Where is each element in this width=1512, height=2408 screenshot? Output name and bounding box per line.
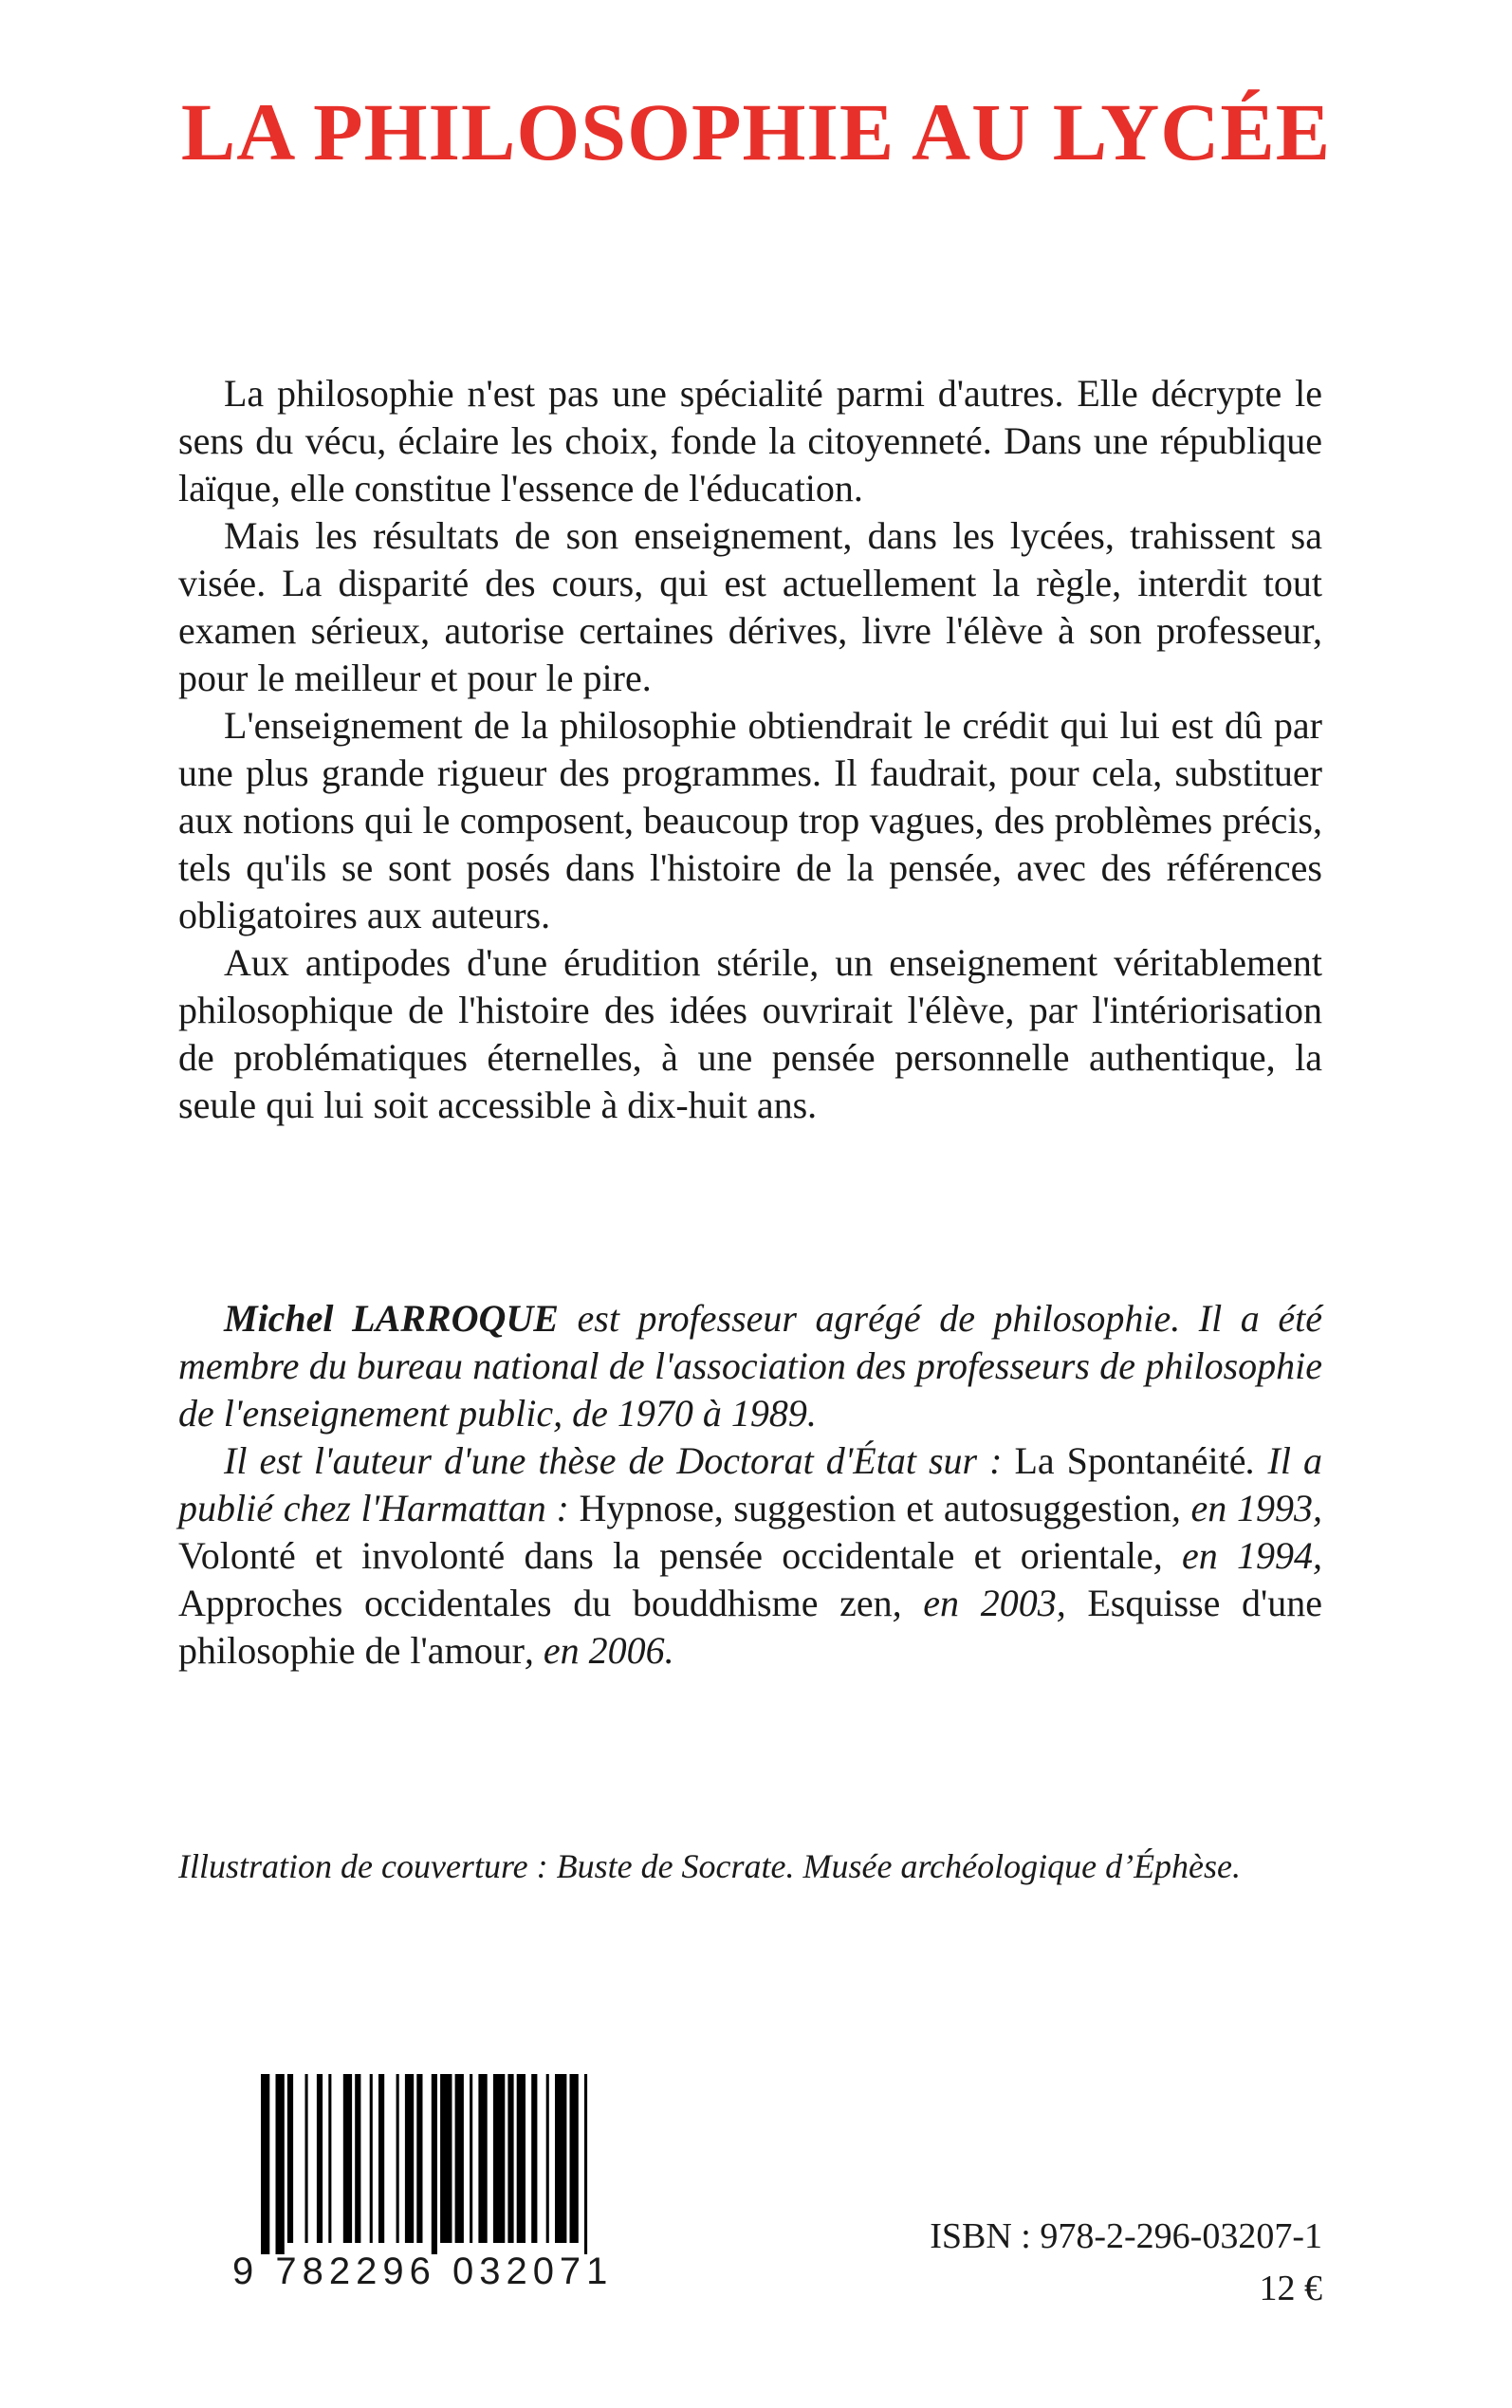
barcode-bar — [405, 2074, 414, 2243]
work-year: , en 2003, — [892, 1582, 1088, 1624]
barcode-bar — [343, 2074, 352, 2243]
author-name: Michel LARROQUE — [224, 1297, 559, 1340]
barcode-bar — [276, 2074, 285, 2254]
barcode-bar — [355, 2074, 360, 2243]
work-year: , en 1994, — [1152, 1534, 1322, 1577]
work-title: Approches occidentales du bouddhisme zen — [178, 1582, 893, 1624]
barcode-bar — [507, 2074, 513, 2243]
bio-paragraph-2 — [178, 1437, 1322, 1675]
barcode-bar — [555, 2074, 566, 2243]
barcode-bar — [584, 2074, 587, 2254]
work-year: , en 2006. — [524, 1629, 674, 1672]
bio-paragraph-1 — [178, 1295, 1322, 1437]
barcode-bar — [378, 2074, 384, 2243]
barcode-icon — [232, 2074, 636, 2264]
barcode-bar — [517, 2074, 526, 2243]
illustration-credit: Illustration de couverture : Buste de Socrate. Musée archéologique d’Éphèse. — [178, 1847, 1242, 1885]
summary-text — [178, 370, 1322, 1129]
barcode-bar — [396, 2074, 399, 2243]
summary-paragraph: Aux antipodes d'une érudition stérile, un enseignement véritablement philosophique de l'histoire des idées ouvrirait l'élève, par l'intériorisation de problématiques éternelles, à une pensée personnelle authentique, la seule qui lui soit accessible à dix-huit ans. — [178, 941, 1322, 1126]
isbn: ISBN : 978-2-296-03207-1 — [930, 2216, 1322, 2256]
barcode-bar — [493, 2074, 505, 2243]
barcode-bar — [440, 2074, 452, 2243]
barcode-bar — [261, 2074, 269, 2254]
barcode-bar — [287, 2074, 293, 2243]
barcode-bar — [416, 2074, 422, 2243]
summary-paragraph: Mais les résultats de son enseignement, dans les lycées, trahissent sa visée. La disparité des cours, qui est actuellement la règle, interdit tout examen sérieux, autorise certaines dérives, livre l'élève à son professeur, pour le meilleur et pour le pire. — [178, 514, 1322, 699]
work-title: Esquisse d'une philosophie de l'amour — [178, 1582, 1322, 1672]
summary-paragraph: L'enseignement de la philosophie obtiendrait le crédit qui lui est dû par une plus grande rigueur des programmes. Il faudrait, pour cela, substituer aux notions qui le composent, beaucoup trop vagues, des problèmes précis, tels qu'ils se sont posés dans l'histoire de la pensée, avec des références obligatoires aux auteurs. — [178, 704, 1322, 936]
thesis-prefix: Il est l'auteur d'une thèse de Doctorat d'État sur : — [224, 1439, 1015, 1482]
price: 12 € — [1259, 2269, 1322, 2308]
work-title: Hypnose, suggestion et autosuggestion — [579, 1487, 1171, 1529]
barcode-bar — [370, 2074, 373, 2243]
barcode-bar — [470, 2074, 472, 2243]
barcode-bar — [570, 2074, 579, 2243]
summary-paragraph: La philosophie n'est pas une spécialité parmi d'autres. Elle décrypte le sens du vécu, éclaire les choix, fonde la citoyenneté. Dans une république laïque, elle constitue l'essence de l'éducation. — [178, 372, 1322, 509]
barcode-bar — [328, 2074, 331, 2243]
author-bio — [178, 1295, 1322, 1675]
book-title: LA PHILOSOPHIE AU LYCÉE — [180, 86, 1332, 177]
barcode-bar — [478, 2074, 487, 2243]
thesis-title: La Spontanéité — [1014, 1439, 1246, 1482]
barcode-bar — [432, 2074, 437, 2254]
barcode-bar — [305, 2074, 308, 2243]
barcode-bar — [317, 2074, 323, 2243]
work-year: , en 1993, — [1171, 1487, 1323, 1529]
bio-intro: est professeur agrégé de philosophie. Il a été membre du bureau national de l'association des professeurs de philosophie de l'enseignement public, de 1970 à 1989. — [178, 1297, 1322, 1435]
barcode-bar — [531, 2074, 537, 2243]
barcode-bar — [455, 2074, 464, 2243]
work-title: Volonté et involonté dans la pensée occidentale et orientale — [178, 1534, 1153, 1577]
barcode-bar — [546, 2074, 549, 2243]
publisher-prefix: . Il a publié chez l'Harmattan : — [178, 1439, 1322, 1529]
barcode-digits: 9 782296 032071 — [232, 2251, 614, 2292]
